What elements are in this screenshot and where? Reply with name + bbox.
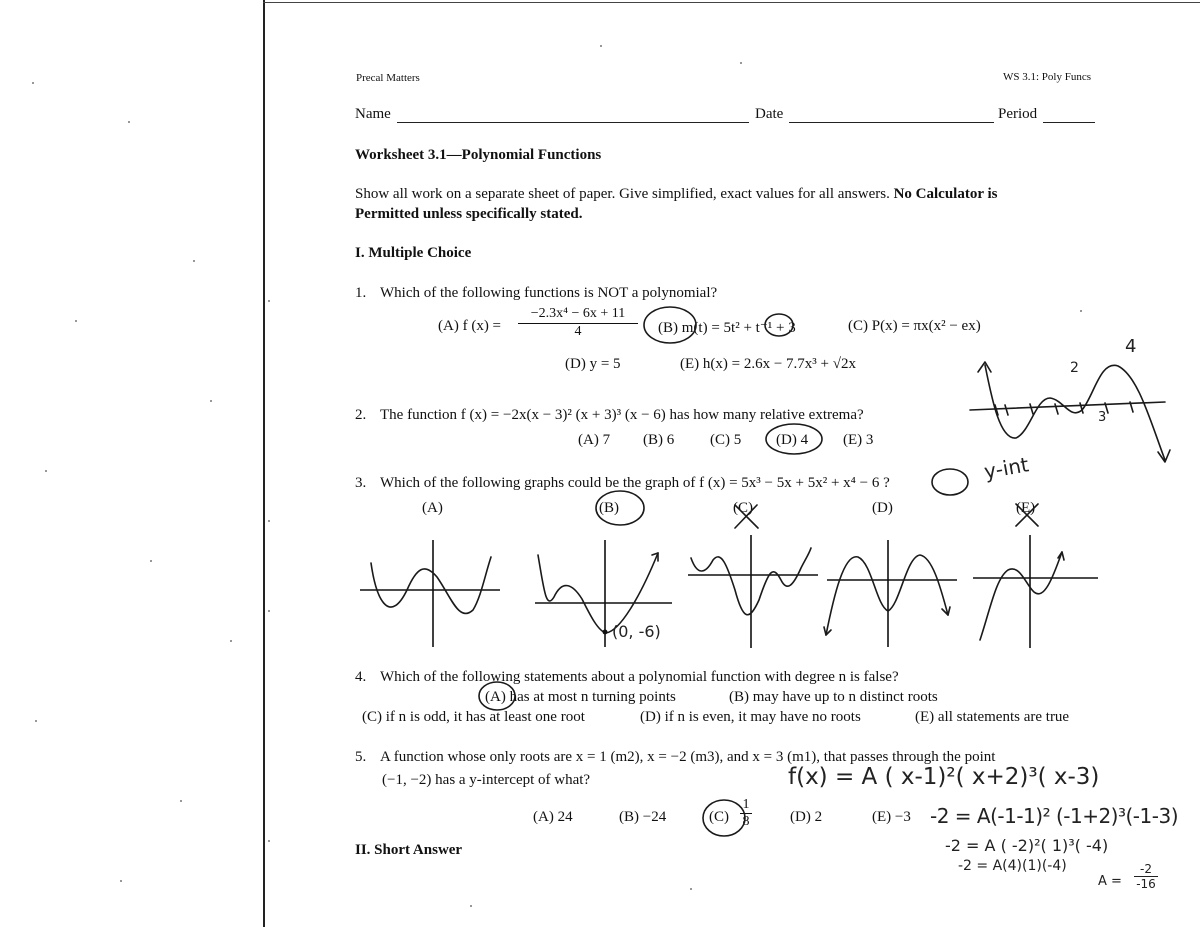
instructions-bold-2: Permitted unless specifically stated. xyxy=(355,206,583,222)
hw-work-line3: -2 = A ( -2)²( 1)³( -4) xyxy=(945,836,1109,855)
q4-option-d[interactable]: (D) if n is even, it may have no roots xyxy=(640,709,861,725)
hw-three: 3 xyxy=(1098,410,1107,425)
q3-label-a[interactable]: (A) xyxy=(422,500,443,516)
q5-option-b[interactable]: (B) −24 xyxy=(619,809,667,825)
hw-a-fraction xyxy=(1134,862,1158,891)
worksheet-code: WS 3.1: Poly Funcs xyxy=(1003,71,1092,83)
q4-number: 4. xyxy=(355,669,367,685)
period-label: Period xyxy=(998,106,1038,122)
circle-q1-term xyxy=(765,314,793,336)
q3-label-b[interactable]: (B) xyxy=(599,500,619,516)
q5-c-denominator: 8 xyxy=(742,814,750,829)
q3-label-e[interactable]: (E) xyxy=(1016,500,1036,516)
q1-a-denominator: 4 xyxy=(574,324,582,339)
q4-option-c[interactable]: (C) if n is odd, it has at least one root xyxy=(362,709,585,725)
q3-label-d[interactable]: (D) xyxy=(872,500,893,516)
q1-option-c[interactable]: (C) P(x) = πx(x² − ex) xyxy=(848,318,981,334)
hw-work-line5 xyxy=(1098,874,1122,889)
circle-q5-c xyxy=(703,800,745,836)
q1-option-b[interactable]: (B) m(t) = 5t² + t⁻¹ + 3 xyxy=(658,320,796,336)
q5-c-numerator: 1 xyxy=(740,797,752,814)
circle-q3-b xyxy=(596,491,644,525)
q4-text: Which of the following statements about a polynomial function with degree n is false? xyxy=(380,669,899,685)
q2-option-b[interactable]: (B) 6 xyxy=(643,432,675,448)
q1-option-e[interactable]: (E) h(x) = 2.6x − 7.7x³ + √2x xyxy=(680,356,857,372)
q4-option-e[interactable]: (E) all statements are true xyxy=(915,709,1070,725)
hw-a-numerator: -2 xyxy=(1134,862,1158,877)
q4-option-b[interactable]: (B) may have up to n distinct roots xyxy=(729,689,938,705)
q3-text: Which of the following graphs could be the graph of f (x) = 5x³ − 5x + 5x² + x⁴ − 6 ? xyxy=(380,475,890,491)
hw-a-equals: A = xyxy=(1098,874,1122,889)
q2-option-a[interactable]: (A) 7 xyxy=(578,432,611,448)
hw-four: 4 xyxy=(1125,336,1137,357)
q1-number: 1. xyxy=(355,285,367,301)
q5-option-a[interactable]: (A) 24 xyxy=(533,809,573,825)
instructions-bold-1: No Calculator is xyxy=(893,186,998,202)
q5-text-line1: A function whose only roots are x = 1 (m2), x = −2 (m3), and x = 3 (m1), that passes through the point xyxy=(380,749,996,765)
q2-option-c[interactable]: (C) 5 xyxy=(710,432,742,448)
q2-number: 2. xyxy=(355,407,367,423)
q5-option-e[interactable]: (E) −3 xyxy=(872,809,911,825)
q5-option-d[interactable]: (D) 2 xyxy=(790,809,823,825)
q2-option-d[interactable]: (D) 4 xyxy=(776,432,809,448)
q2-text: The function f (x) = −2x(x − 3)² (x + 3)³ (x − 6) has how many relative extrema? xyxy=(380,407,864,423)
circle-q3-constant xyxy=(932,469,968,495)
section-multiple-choice: I. Multiple Choice xyxy=(355,245,472,261)
q5-c-label: (C) xyxy=(709,809,729,825)
scratch-graph xyxy=(985,365,1165,460)
circle-q1-b xyxy=(644,307,696,343)
worksheet-title: Worksheet 3.1—Polynomial Functions xyxy=(355,147,602,163)
q1-a-label: (A) f (x) = xyxy=(438,318,502,334)
hw-y-int: y-int xyxy=(982,452,1031,484)
q4-option-a[interactable]: (A) has at most n turning points xyxy=(485,689,676,705)
hw-point-b: (0, -6) xyxy=(612,622,661,641)
instructions-normal: Show all work on a separate sheet of paper. Give simplified, exact values for all answers. xyxy=(355,186,890,202)
date-label: Date xyxy=(755,106,784,122)
q3-label-c[interactable]: (C) xyxy=(733,500,753,516)
hw-a-denominator: -16 xyxy=(1136,877,1156,891)
q1-option-d[interactable]: (D) y = 5 xyxy=(565,356,621,372)
hw-work-line4: -2 = A(4)(1)(-4) xyxy=(958,858,1067,874)
q1-text: Which of the following functions is NOT a polynomial? xyxy=(380,285,718,301)
hw-work-line2: -2 = A(-1-1)² (-1+2)³(-1-3) xyxy=(930,804,1178,828)
section-short-answer: II. Short Answer xyxy=(355,842,463,858)
circle-q2-d xyxy=(766,424,822,454)
q3-number: 3. xyxy=(355,475,367,491)
hw-two: 2 xyxy=(1070,360,1079,376)
q5-number: 5. xyxy=(355,749,367,765)
name-label: Name xyxy=(355,106,391,122)
q2-option-e[interactable]: (E) 3 xyxy=(843,432,874,448)
circle-q4-a xyxy=(479,682,515,710)
hw-work-line1: f(x) = A ( x-1)²( x+2)³( x-3) xyxy=(788,764,1100,790)
q5-text-line2: (−1, −2) has a y-intercept of what? xyxy=(382,772,591,788)
q1-a-numerator: −2.3x⁴ − 6x + 11 xyxy=(518,306,638,324)
course-label: Precal Matters xyxy=(356,72,420,84)
